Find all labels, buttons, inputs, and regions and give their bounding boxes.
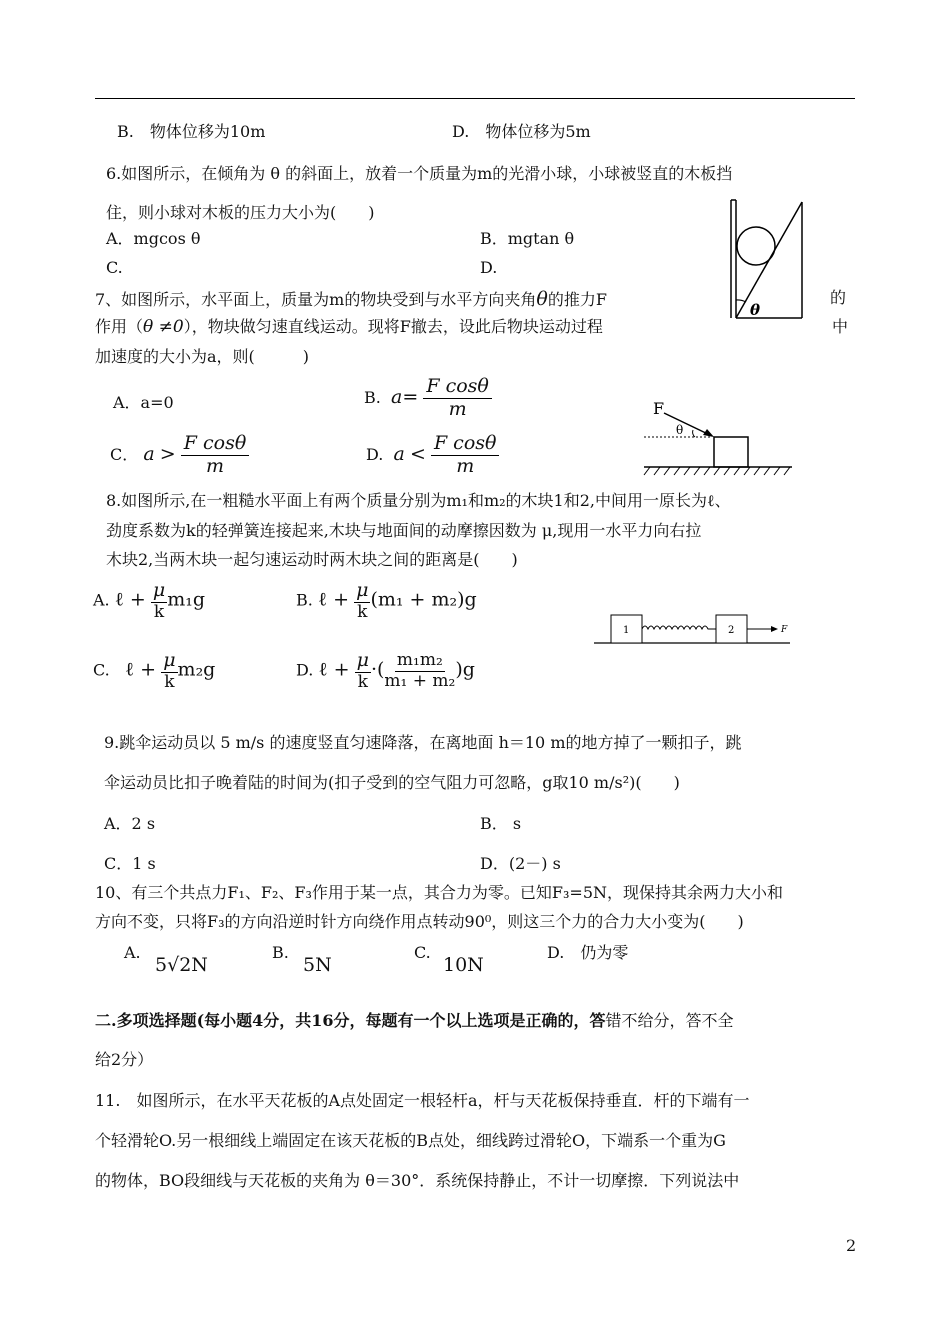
section2-title-line2: 给2分）: [95, 1050, 154, 1069]
q10-option-b-value: 5N: [303, 954, 332, 976]
q10-option-c-value: 10N: [443, 954, 484, 976]
q9-stem-line1: 9.跳伞运动员以 5 m/s 的速度竖直匀速降落，在离地面 h＝10 m的地方掉了一颗扣子，跳: [104, 733, 742, 752]
svg-text:2: 2: [728, 625, 735, 636]
q7-stem-line2-end: 中: [832, 317, 849, 336]
q6-figure: [722, 196, 812, 322]
q9-option-a: A．2 s: [104, 814, 156, 833]
q9-stem-line2: 伞运动员比扣子晚着陆的时间为(扣子受到的空气阻力可忽略，g取10 m/s²)( ): [104, 773, 680, 792]
q6-option-d: D.: [480, 258, 498, 277]
q7-option-c: C． a > $\frac{\text{F cosθ}}{m}$: [110, 433, 249, 478]
q5-option-b: B. 物体位移为10m: [117, 122, 266, 141]
q6-stem-line2: 住，则小球对木板的压力大小为( ): [106, 203, 375, 222]
q10-option-a-value: 5√2N: [155, 954, 208, 976]
q7-theta-label: θ: [676, 423, 684, 437]
q7-stem-line3: 加速度的大小为a，则( ): [95, 347, 310, 366]
q9-option-c: C．1 s: [104, 854, 156, 873]
page-number: 2: [846, 1236, 857, 1255]
q7-force-label: F: [653, 399, 665, 418]
q7-stem-line1-end: 的: [830, 288, 847, 307]
q6-option-a: A．mgcos θ: [106, 229, 201, 248]
q10-option-d: D. 仍为零: [547, 943, 629, 962]
q7-option-b: B. a= $\frac{\text{F cosθ}}{m}$: [364, 376, 492, 421]
svg-text:F: F: [781, 625, 788, 635]
q10-option-b-label: B.: [272, 943, 289, 962]
q8-figure: [592, 610, 792, 650]
q7-block: [714, 437, 748, 467]
q10-stem-line1: 10、有三个共点力F₁、F₂、F₃作用于某一点，其合力为零。已知F₃=5N，现保持其余两力大小和: [95, 883, 784, 902]
q9-option-b: B． s: [480, 814, 522, 833]
q9-option-d: D．(2－) s: [480, 854, 561, 873]
q6-option-c: C.: [106, 258, 123, 277]
q8-option-d: D. ℓ + $\frac{\mu}{k}$ ·( $\frac{\text{m₁m₂}}{\text{m₁ + m₂}}$ )g: [296, 649, 475, 692]
q8-option-c: C. ℓ + $\frac{\mu}{k}$ m₂g: [93, 649, 216, 692]
q8-stem-line2: 劲度系数为k的轻弹簧连接起来,木块与地面间的动摩擦因数为 μ,现用一水平力向右拉: [106, 521, 702, 540]
q11-stem-line1: 11. 如图所示，在水平天花板的A点处固定一根轻杆a，杆与天花板保持垂直．杆的下端有一: [95, 1091, 750, 1110]
q6-option-b: B．mgtan θ: [480, 229, 575, 248]
q7-figure: [640, 396, 800, 478]
q8-spring: [642, 626, 716, 629]
q11-stem-line2: 个轻滑轮O.另一根细线上端固定在该天花板的B点处，细线跨过滑轮O，下端系一个重为G: [95, 1131, 726, 1150]
section2-title: 二.多项选择题(每小题4分，共16分，每题有一个以上选项是正确的，答错不给分，答不全: [95, 1011, 734, 1030]
q7-option-a: A．a=0: [113, 393, 174, 412]
q7-stem-line1: 7、如图所示，水平面上，质量为m的物块受到与水平方向夹角θ的推力F: [95, 288, 607, 310]
q7-theta-inline: θ: [536, 288, 548, 310]
q7-stem-line2: 作用（θ ≠0），物块做匀速直线运动。现将F撤去，设此后物块运动过程: [95, 317, 603, 337]
q8-stem-line3: 木块2,当两木块一起匀速运动时两木块之间的距离是( ): [106, 550, 518, 569]
q11-stem-line3: 的物体，BO段细线与天花板的夹角为 θ＝30°．系统保持静止，不计一切摩擦．下列说法中: [95, 1171, 740, 1190]
q8-stem-line1: 8.如图所示,在一粗糙水平面上有两个质量分别为m₁和m₂的木块1和2,中间用一原长为ℓ、: [106, 491, 731, 510]
header-rule: [95, 98, 855, 99]
q7-option-d: D. a < $\frac{\text{F cosθ}}{m}$: [366, 433, 499, 478]
q5-option-d: D. 物体位移为5m: [452, 122, 591, 141]
q10-option-c-label: C.: [414, 943, 431, 962]
q6-ball: [737, 227, 775, 265]
q10-stem-line2: 方向不变，只将F₃的方向沿逆时针方向绕作用点转动90⁰，则这三个力的合力大小变为( ): [95, 912, 744, 931]
q6-stem-line1: 6.如图所示，在倾角为 θ 的斜面上，放着一个质量为m的光滑小球，小球被竖直的木板挡: [106, 164, 733, 183]
q8-option-a: A. ℓ + $\frac{\mu}{k}$ m₁g: [93, 579, 206, 622]
q6-theta-label: θ: [750, 301, 761, 319]
svg-text:1: 1: [623, 625, 630, 636]
q8-option-b: B. ℓ + $\frac{\mu}{k}$ (m₁ + m₂)g: [296, 579, 477, 622]
q10-option-a-label: A.: [124, 943, 141, 962]
